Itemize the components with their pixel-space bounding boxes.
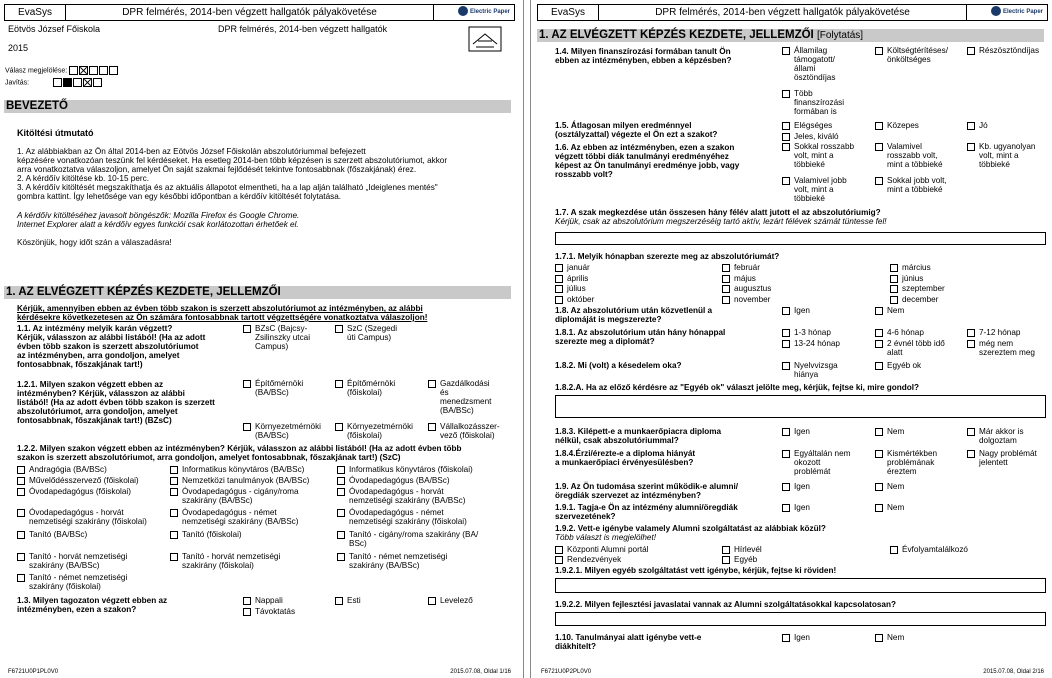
thanks-text: Köszönjük, hogy időt szán a válaszadásra! xyxy=(17,238,172,247)
question-1-2-1: 1.2.1. Milyen szakon végzett ebben az intézményben? Kérjük, válasszon az alábbi listából! (Ha az adott évben több szakon is szerzett abszolutóriumot, arra gondoljon, amelyet fontosabbnak, főszakjának tart!) (BZsC) xyxy=(17,380,215,425)
checkbox[interactable] xyxy=(890,275,898,283)
checkbox[interactable] xyxy=(17,574,25,582)
header-title: DPR felmérés, 2014-ben végzett hallgatók pályakövetése xyxy=(655,7,910,18)
option-levelezo[interactable]: Levelező xyxy=(428,596,473,605)
question-1-8-4: 1.8.4.Érzi/érezte-e a diploma hiányát a munkaerőpiaci érvényesülésben? xyxy=(555,449,696,467)
option-szak[interactable]: Informatikus könyvtáros (főiskolai) xyxy=(337,465,473,474)
option-kozepes[interactable]: Közepes xyxy=(875,121,919,130)
option-nagy-problema[interactable]: Nagy problémát jelentett xyxy=(967,449,1037,467)
option-nem-okozott[interactable]: Egyáltalán nem okozott problémát xyxy=(782,449,850,476)
checkbox[interactable] xyxy=(722,556,730,564)
checkbox[interactable] xyxy=(875,634,883,642)
option-nappali[interactable]: Nappali xyxy=(243,596,283,605)
checkbox[interactable] xyxy=(782,47,790,55)
option-evfolyamtalalkozo[interactable]: Évfolyamtalálkozó xyxy=(890,545,968,554)
marking-empty-icon xyxy=(93,78,102,87)
checkbox[interactable] xyxy=(555,296,563,304)
checkbox[interactable] xyxy=(243,597,251,605)
checkbox[interactable] xyxy=(782,362,790,370)
checkbox[interactable] xyxy=(967,47,975,55)
month-option[interactable]: január xyxy=(555,263,590,272)
question-1-9-1: 1.9.1. Tagja-e Ön az intézmény alumni/öregdiák szervezetének? xyxy=(555,503,738,521)
correction-label: Javítás: xyxy=(5,79,30,87)
checkbox[interactable] xyxy=(17,477,25,485)
checkbox[interactable] xyxy=(243,608,251,616)
checkbox[interactable] xyxy=(875,340,883,348)
marking-empty-icon xyxy=(53,78,62,87)
question-1-9-2-note: Több választ is megjelölhet! xyxy=(555,533,657,542)
checkbox[interactable] xyxy=(337,509,345,517)
marking-empty-icon xyxy=(69,66,78,75)
option-valamivel-jobb[interactable]: Valamivel jobb volt, mint a többieké xyxy=(782,176,847,203)
option-sokkal-jobb[interactable]: Sokkal jobb volt, mint a többieké xyxy=(875,176,947,194)
marking-label: Válasz megjelölése: xyxy=(5,67,68,75)
option-gazdalkodasi[interactable]: Gazdálkodási és menedzsment (BA/BSc) xyxy=(428,379,491,415)
institution-logo-icon xyxy=(468,26,502,52)
footer-page: 2015.07.08, Oldal 1/16 xyxy=(450,669,511,675)
question-1-9-2-1: 1.9.2.1. Milyen egyéb szolgáltatást vett igénybe, kérjük, fejtse ki röviden! xyxy=(555,566,837,575)
checkbox[interactable] xyxy=(722,264,730,272)
question-1-7-1: 1.7.1. Melyik hónapban szerezte meg az abszolutóriumát? xyxy=(555,252,780,261)
option-egyeb[interactable]: Egyéb xyxy=(722,555,757,564)
checkbox[interactable] xyxy=(555,275,563,283)
checkbox[interactable] xyxy=(243,423,251,431)
option-szak[interactable]: Óvodapedagógus (főiskolai) xyxy=(17,487,131,496)
month-option[interactable]: szeptember xyxy=(890,284,945,293)
question-1-9-2-2: 1.9.2.2. Milyen fejlesztési javaslatai vannak az Alumni szolgáltatásokkal kapcsolatosan? xyxy=(555,600,896,609)
institution-name: Eötvös József Főiskola xyxy=(8,24,101,34)
checkbox[interactable] xyxy=(17,553,25,561)
checkbox[interactable] xyxy=(875,47,883,55)
checkbox[interactable] xyxy=(337,466,345,474)
option-nyelvvizsga[interactable]: Nyelvvizsga hiánya xyxy=(782,361,838,379)
checkbox[interactable] xyxy=(890,264,898,272)
suggestions-textarea[interactable] xyxy=(555,612,1046,626)
option-elegseges[interactable]: Elégséges xyxy=(782,121,832,130)
option-1-3-honap[interactable]: 1-3 hónap xyxy=(782,328,831,337)
option-tavoktatas[interactable]: Távoktatás xyxy=(243,607,295,616)
checkbox[interactable] xyxy=(243,380,251,388)
checkbox[interactable] xyxy=(875,122,883,130)
month-option[interactable]: november xyxy=(722,295,770,304)
checkbox[interactable] xyxy=(428,380,436,388)
checkbox[interactable] xyxy=(17,531,25,539)
section-1-heading-cont: 1. AZ ELVÉGZETT KÉPZÉS KEZDETE, JELLEMZŐI [Folytatás] xyxy=(537,29,1044,42)
option-epitomernoki-ba[interactable]: Építőmérnöki (BA/BSc) xyxy=(243,379,303,397)
option-sokkal-rosszabb[interactable]: Sokkal rosszabb volt, mint a többieké xyxy=(782,142,854,169)
question-1-1: 1.1. Az intézmény melyik karán végzett? Kérjük, válasszon az alábbi listából! (Ha az adott évben több szakon is szerzett abszolutóriumot az intézményben, arra gondoljon, amelyet fontosabbnak, főszakjának tart!) xyxy=(17,324,206,369)
checkbox[interactable] xyxy=(782,450,790,458)
checkbox[interactable] xyxy=(967,428,975,436)
checkbox[interactable] xyxy=(335,423,343,431)
checkbox[interactable] xyxy=(890,546,898,554)
option-7-12-honap[interactable]: 7-12 hónap xyxy=(967,328,1020,337)
option-szak[interactable]: Tanító - cigány/roma szakirány (BA/ BSc) xyxy=(337,530,478,548)
option-szak[interactable]: Óvodapedagógus - horvát nemzetiségi szakirány (főiskolai) xyxy=(17,508,147,526)
question-1-5: 1.5. Átlagosan milyen eredménnyel (osztályzattal) végezte el Ön ezt a szakot? xyxy=(555,121,718,139)
checkbox[interactable] xyxy=(875,329,883,337)
option-jo[interactable]: Jó xyxy=(967,121,988,130)
checkbox[interactable] xyxy=(243,325,251,333)
checkbox[interactable] xyxy=(875,362,883,370)
checkbox[interactable] xyxy=(782,634,790,642)
option-szak[interactable]: Tanító - német nemzetiségi szakirány (főiskolai) xyxy=(17,573,127,591)
checkbox[interactable] xyxy=(890,285,898,293)
option-1-8-nem[interactable]: Nem xyxy=(875,306,904,315)
checkbox[interactable] xyxy=(782,329,790,337)
option-1-10-nem[interactable]: Nem xyxy=(875,633,904,642)
checkbox[interactable] xyxy=(335,597,343,605)
option-1-8-3-igen[interactable]: Igen xyxy=(782,427,810,436)
question-1-6: 1.6. Az ebben az intézményben, ezen a szakon végzett többi diák tanulmányi eredményéhez képest az Ön tanulmányi eredménye jobb, vagy rosszabb volt? xyxy=(555,143,740,179)
checkbox[interactable] xyxy=(170,488,178,496)
option-szak[interactable]: Andragógia (BA/BSc) xyxy=(17,465,107,474)
month-option[interactable]: augusztus xyxy=(722,284,771,293)
month-option[interactable]: július xyxy=(555,284,586,293)
checkbox[interactable] xyxy=(722,285,730,293)
semesters-input[interactable] xyxy=(555,232,1046,245)
other-service-textarea[interactable] xyxy=(555,578,1046,593)
survey-year: 2015 xyxy=(8,43,29,53)
question-1-8-2-a: 1.8.2.A. Ha az előző kérdésre az "Egyéb ok" választ jelölte meg, kérjük, fejtse ki, mire gondol? xyxy=(555,383,920,392)
month-option[interactable]: december xyxy=(890,295,938,304)
checkbox[interactable] xyxy=(875,177,883,185)
logo-icon xyxy=(458,6,468,16)
checkbox[interactable] xyxy=(335,325,343,333)
option-valamivel-rosszabb[interactable]: Valamivel rosszabb volt, mint a többieké xyxy=(875,142,943,169)
option-szak[interactable]: Tanító (BA/BSc) xyxy=(17,530,87,539)
checkbox[interactable] xyxy=(337,531,345,539)
question-1-8-1: 1.8.1. Az abszolutórium után hány hónappal szerezte meg a diplomát? xyxy=(555,328,726,346)
option-allami[interactable]: Államilag támogatott/ állami ösztöndíjas xyxy=(782,46,835,82)
checkbox[interactable] xyxy=(782,307,790,315)
option-1-9-nem[interactable]: Nem xyxy=(875,482,904,491)
checkbox[interactable] xyxy=(967,329,975,337)
checkbox[interactable] xyxy=(555,546,563,554)
option-szak[interactable]: Informatikus könyvtáros (BA/BSc) xyxy=(170,465,304,474)
checkbox[interactable] xyxy=(967,143,975,151)
option-szak[interactable]: Tanító - német nemzetiségi szakirány (BA/BSc) xyxy=(337,552,447,570)
option-4-6-honap[interactable]: 4-6 hónap xyxy=(875,328,924,337)
option-kornyezetmernoki-foisk[interactable]: Környezetmérnöki (főiskolai) xyxy=(335,422,413,440)
guide-title: Kitöltési útmutató xyxy=(17,128,94,138)
month-option[interactable]: május xyxy=(722,274,756,283)
option-szak[interactable]: Óvodapedagógus - horvát nemzetiségi szakirány (BA/BSc) xyxy=(337,487,465,505)
checkbox[interactable] xyxy=(337,553,345,561)
checkbox[interactable] xyxy=(782,340,790,348)
question-1-4: 1.4. Milyen finanszírozási formában tanult Ön ebben az intézményben, ebben a képzésben? xyxy=(555,47,732,65)
option-hirlevel[interactable]: Hírlevél xyxy=(722,545,762,554)
checkbox[interactable] xyxy=(782,177,790,185)
checkbox[interactable] xyxy=(782,504,790,512)
option-jeles[interactable]: Jeles, kiváló xyxy=(782,132,839,141)
page-header xyxy=(4,4,515,21)
option-2-evnel-tobb[interactable]: 2 évnél több idő alatt xyxy=(875,339,945,357)
option-szak[interactable]: Tanító (főiskolai) xyxy=(170,530,242,539)
option-1-9-1-igen[interactable]: Igen xyxy=(782,503,810,512)
checkbox[interactable] xyxy=(170,509,178,517)
option-szc[interactable]: SzC (Szegedi úti Campus) xyxy=(335,324,397,342)
option-szak[interactable]: Óvodapedagógus - német nemzetiségi szakirány (főiskolai) xyxy=(337,508,467,526)
checkbox[interactable] xyxy=(875,143,883,151)
checkbox[interactable] xyxy=(782,483,790,491)
evasys-label: EvaSys xyxy=(538,5,599,20)
page-2 xyxy=(533,0,1052,678)
page-header xyxy=(537,4,1048,21)
delay-reason-textarea[interactable] xyxy=(555,395,1046,418)
question-1-8: 1.8. Az abszolutórium után közvetlenül a diplomáját is megszerezte? xyxy=(555,306,713,324)
question-1-2-2: 1.2.2. Milyen szakon végzett ebben az intézményben? Kérjük, válasszon az alábbi listából! (Ha az adott évben több szakon is szerzett abszolutóriumot, arra gondoljon, amelyet fontosabbnak, főszakjának tart!) (SzC) xyxy=(17,444,462,462)
option-ugyanolyan[interactable]: Kb. ugyanolyan volt, mint a többieké xyxy=(967,142,1035,169)
month-option[interactable]: március xyxy=(890,263,931,272)
checkbox[interactable] xyxy=(875,428,883,436)
option-koltsegteriteses[interactable]: Költségtérítéses/ önköltséges xyxy=(875,46,948,64)
question-1-10: 1.10. Tanulmányai alatt igénybe vett-e diákhitelt? xyxy=(555,633,702,651)
intro-text: 1. Az alábbiakban az Ön által 2014-ben az Eötvös József Főiskolán abszolutóriummal befejezett képzésére vonatkozóan teszünk fel kérdéseket. Ha esetleg 2014-ben több képzésen is szerzett abszolutóriumot, akkor arra vonatkoztatva válaszoljon, amelyet Ön saját szakmai fejlődését tekintve fontosabbnak (főszakjának) érez. 2. A kérdőív kitöltése kb. 10-15 perc. 3. A kérdőív kitöltését megszakíthatja és az aktuális állapotot elmentheti, ha a lap alján található „Ideiglenes mentés" gombra kattint. Így lehetősége van egy későbbi időpontban a kérdőív kitöltését folytatása. xyxy=(17,147,448,201)
marking-cross-icon xyxy=(83,78,92,87)
month-option[interactable]: október xyxy=(555,295,594,304)
question-1-8-2: 1.8.2. Mi (volt) a késedelem oka? xyxy=(555,361,682,370)
option-bzsc[interactable]: BZsC (Bajcsy- Zsilinszky utcai Campus) xyxy=(243,324,310,351)
page-1 xyxy=(0,0,519,678)
marking-cross-icon xyxy=(79,66,88,75)
option-epitomernoki-foisk[interactable]: Építőmérnöki (főiskolai) xyxy=(335,379,395,397)
logo-icon xyxy=(991,6,1001,16)
checkbox[interactable] xyxy=(782,90,790,98)
checkbox[interactable] xyxy=(875,307,883,315)
option-1-9-igen[interactable]: Igen xyxy=(782,482,810,491)
checkbox[interactable] xyxy=(890,296,898,304)
browser-note: A kérdőív kitöltéséhez javasolt böngészők: Mozilla Firefox és Google Chrome. Internet Explorer alatt a kérdőív egyes funkciói csak korlátozottan érhetőek el. xyxy=(17,211,300,229)
checkbox[interactable] xyxy=(722,296,730,304)
checkbox[interactable] xyxy=(428,423,436,431)
question-1-3: 1.3. Milyen tagozaton végzett ebben az intézményben, ezen a szakon? xyxy=(17,596,168,614)
checkbox[interactable] xyxy=(782,122,790,130)
question-1-9: 1.9. Az Ön tudomása szerint működik-e alumni/ öregdiák szervezet az intézményben? xyxy=(555,482,739,500)
option-rendezvenyek[interactable]: Rendezvények xyxy=(555,555,621,564)
checkbox[interactable] xyxy=(782,428,790,436)
option-1-9-1-nem[interactable]: Nem xyxy=(875,503,904,512)
checkbox[interactable] xyxy=(335,380,343,388)
checkbox[interactable] xyxy=(782,133,790,141)
option-meg-nem[interactable]: még nem szereztem meg xyxy=(967,339,1035,357)
checkbox[interactable] xyxy=(875,504,883,512)
checkbox[interactable] xyxy=(17,466,25,474)
checkbox[interactable] xyxy=(170,477,178,485)
evasys-label: EvaSys xyxy=(5,5,66,20)
month-option[interactable]: február xyxy=(722,263,760,272)
survey-name: DPR felmérés, 2014-ben végzett hallgatók xyxy=(218,24,388,34)
question-1-7-note: Kérjük, csak az abszolutórium megszerzéséig tartó aktív, lezárt félévek számát tüntesse fel! xyxy=(555,217,887,226)
checkbox[interactable] xyxy=(967,340,975,348)
footer-code: F6721U0P2PL0V0 xyxy=(541,669,592,675)
option-szak[interactable]: Művelődésszervező (főiskolai) xyxy=(17,476,139,485)
option-kornyezetmernoki-ba[interactable]: Környezetmérnöki (BA/BSc) xyxy=(243,422,321,440)
option-reszosztondijas[interactable]: Részösztöndíjas xyxy=(967,46,1039,55)
question-1-8-3: 1.8.3. Kilépett-e a munkaerőpiacra diploma nélkül, csak abszolutóriummal? xyxy=(555,427,722,445)
option-1-8-3-nem[interactable]: Nem xyxy=(875,427,904,436)
checkbox[interactable] xyxy=(170,553,178,561)
page-divider xyxy=(523,0,531,678)
checkbox[interactable] xyxy=(555,264,563,272)
option-1-10-igen[interactable]: Igen xyxy=(782,633,810,642)
option-esti[interactable]: Esti xyxy=(335,596,361,605)
month-option[interactable]: június xyxy=(890,274,923,283)
option-1-8-igen[interactable]: Igen xyxy=(782,306,810,315)
electric-paper-logo: Electric Paper xyxy=(991,6,1043,18)
electric-paper-logo: Electric Paper xyxy=(458,6,510,18)
checkbox[interactable] xyxy=(875,483,883,491)
intro-heading: BEVEZETŐ xyxy=(4,100,511,113)
checkbox[interactable] xyxy=(875,450,883,458)
checkbox[interactable] xyxy=(337,488,345,496)
option-szak[interactable]: Óvodapedagógus - német nemzetiségi szakirány (BA/BSc) xyxy=(170,508,298,526)
option-kismertekben[interactable]: Kismértékben problémának éreztem xyxy=(875,449,937,476)
option-tobb-finanszirozasi[interactable]: Több finanszírozási formában is xyxy=(782,89,844,116)
section-1-heading: 1. AZ ELVÉGZETT KÉPZÉS KEZDETE, JELLEMZŐI xyxy=(4,286,511,299)
checkbox[interactable] xyxy=(170,531,178,539)
option-szak[interactable]: Tanító - horvát nemzetiségi szakirány (BA/BSc) xyxy=(17,552,127,570)
question-1-7: 1.7. A szak megkezdése után összesen hány félév alatt jutott el az abszolutóriumig? xyxy=(555,208,881,217)
marking-filled-icon xyxy=(63,78,72,87)
checkbox[interactable] xyxy=(782,143,790,151)
checkbox[interactable] xyxy=(555,556,563,564)
marking-empty-icon xyxy=(73,78,82,87)
marking-empty-icon xyxy=(89,66,98,75)
marking-empty-icon xyxy=(99,66,108,75)
header-title: DPR felmérés, 2014-ben végzett hallgatók pályakövetése xyxy=(122,7,377,18)
question-1-9-2: 1.9.2. Vett-e igénybe valamely Alumni szolgáltatást az alábbiak közül? xyxy=(555,524,826,533)
checkbox[interactable] xyxy=(170,466,178,474)
option-egyeb-ok[interactable]: Egyéb ok xyxy=(875,361,921,370)
option-vallalkozasszervezo[interactable]: Vállalkozásszer- vező (főiskolai) xyxy=(428,422,500,440)
footer-page: 2015.07.08, Oldal 2/16 xyxy=(983,669,1044,675)
footer-code: F6721U0P1PL0V0 xyxy=(8,669,59,675)
option-szak[interactable]: Nemzetközi tanulmányok (BA/BSc) xyxy=(170,476,309,485)
section-1-note: Kérjük, amennyiben ebben az évben több szakon is szerzett abszolutóriumot az intézményben, az alábbi kérdésekre következetesen az Ön számára fontosabbnak tartott végzettségére vonatkoztatva válaszoljon! xyxy=(17,304,428,322)
option-szak[interactable]: Tanító - horvát nemzetiségi szakirány (főiskolai) xyxy=(170,552,280,570)
checkbox[interactable] xyxy=(722,275,730,283)
checkbox[interactable] xyxy=(967,122,975,130)
checkbox[interactable] xyxy=(555,285,563,293)
month-option[interactable]: április xyxy=(555,274,588,283)
option-13-24-honap[interactable]: 13-24 hónap xyxy=(782,339,840,348)
checkbox[interactable] xyxy=(17,488,25,496)
checkbox[interactable] xyxy=(722,546,730,554)
checkbox[interactable] xyxy=(428,597,436,605)
checkbox[interactable] xyxy=(337,477,345,485)
option-szak[interactable]: Óvodapedagógus - cigány/roma szakirány (BA/BSc) xyxy=(170,487,299,505)
checkbox[interactable] xyxy=(967,450,975,458)
checkbox[interactable] xyxy=(17,509,25,517)
option-kozponti-portal[interactable]: Központi Alumni portál xyxy=(555,545,648,554)
option-szak[interactable]: Óvodapedagógus (BA/BSc) xyxy=(337,476,450,485)
marking-empty-icon xyxy=(109,66,118,75)
option-mar-dolgoztam[interactable]: Már akkor is dolgoztam xyxy=(967,427,1024,445)
